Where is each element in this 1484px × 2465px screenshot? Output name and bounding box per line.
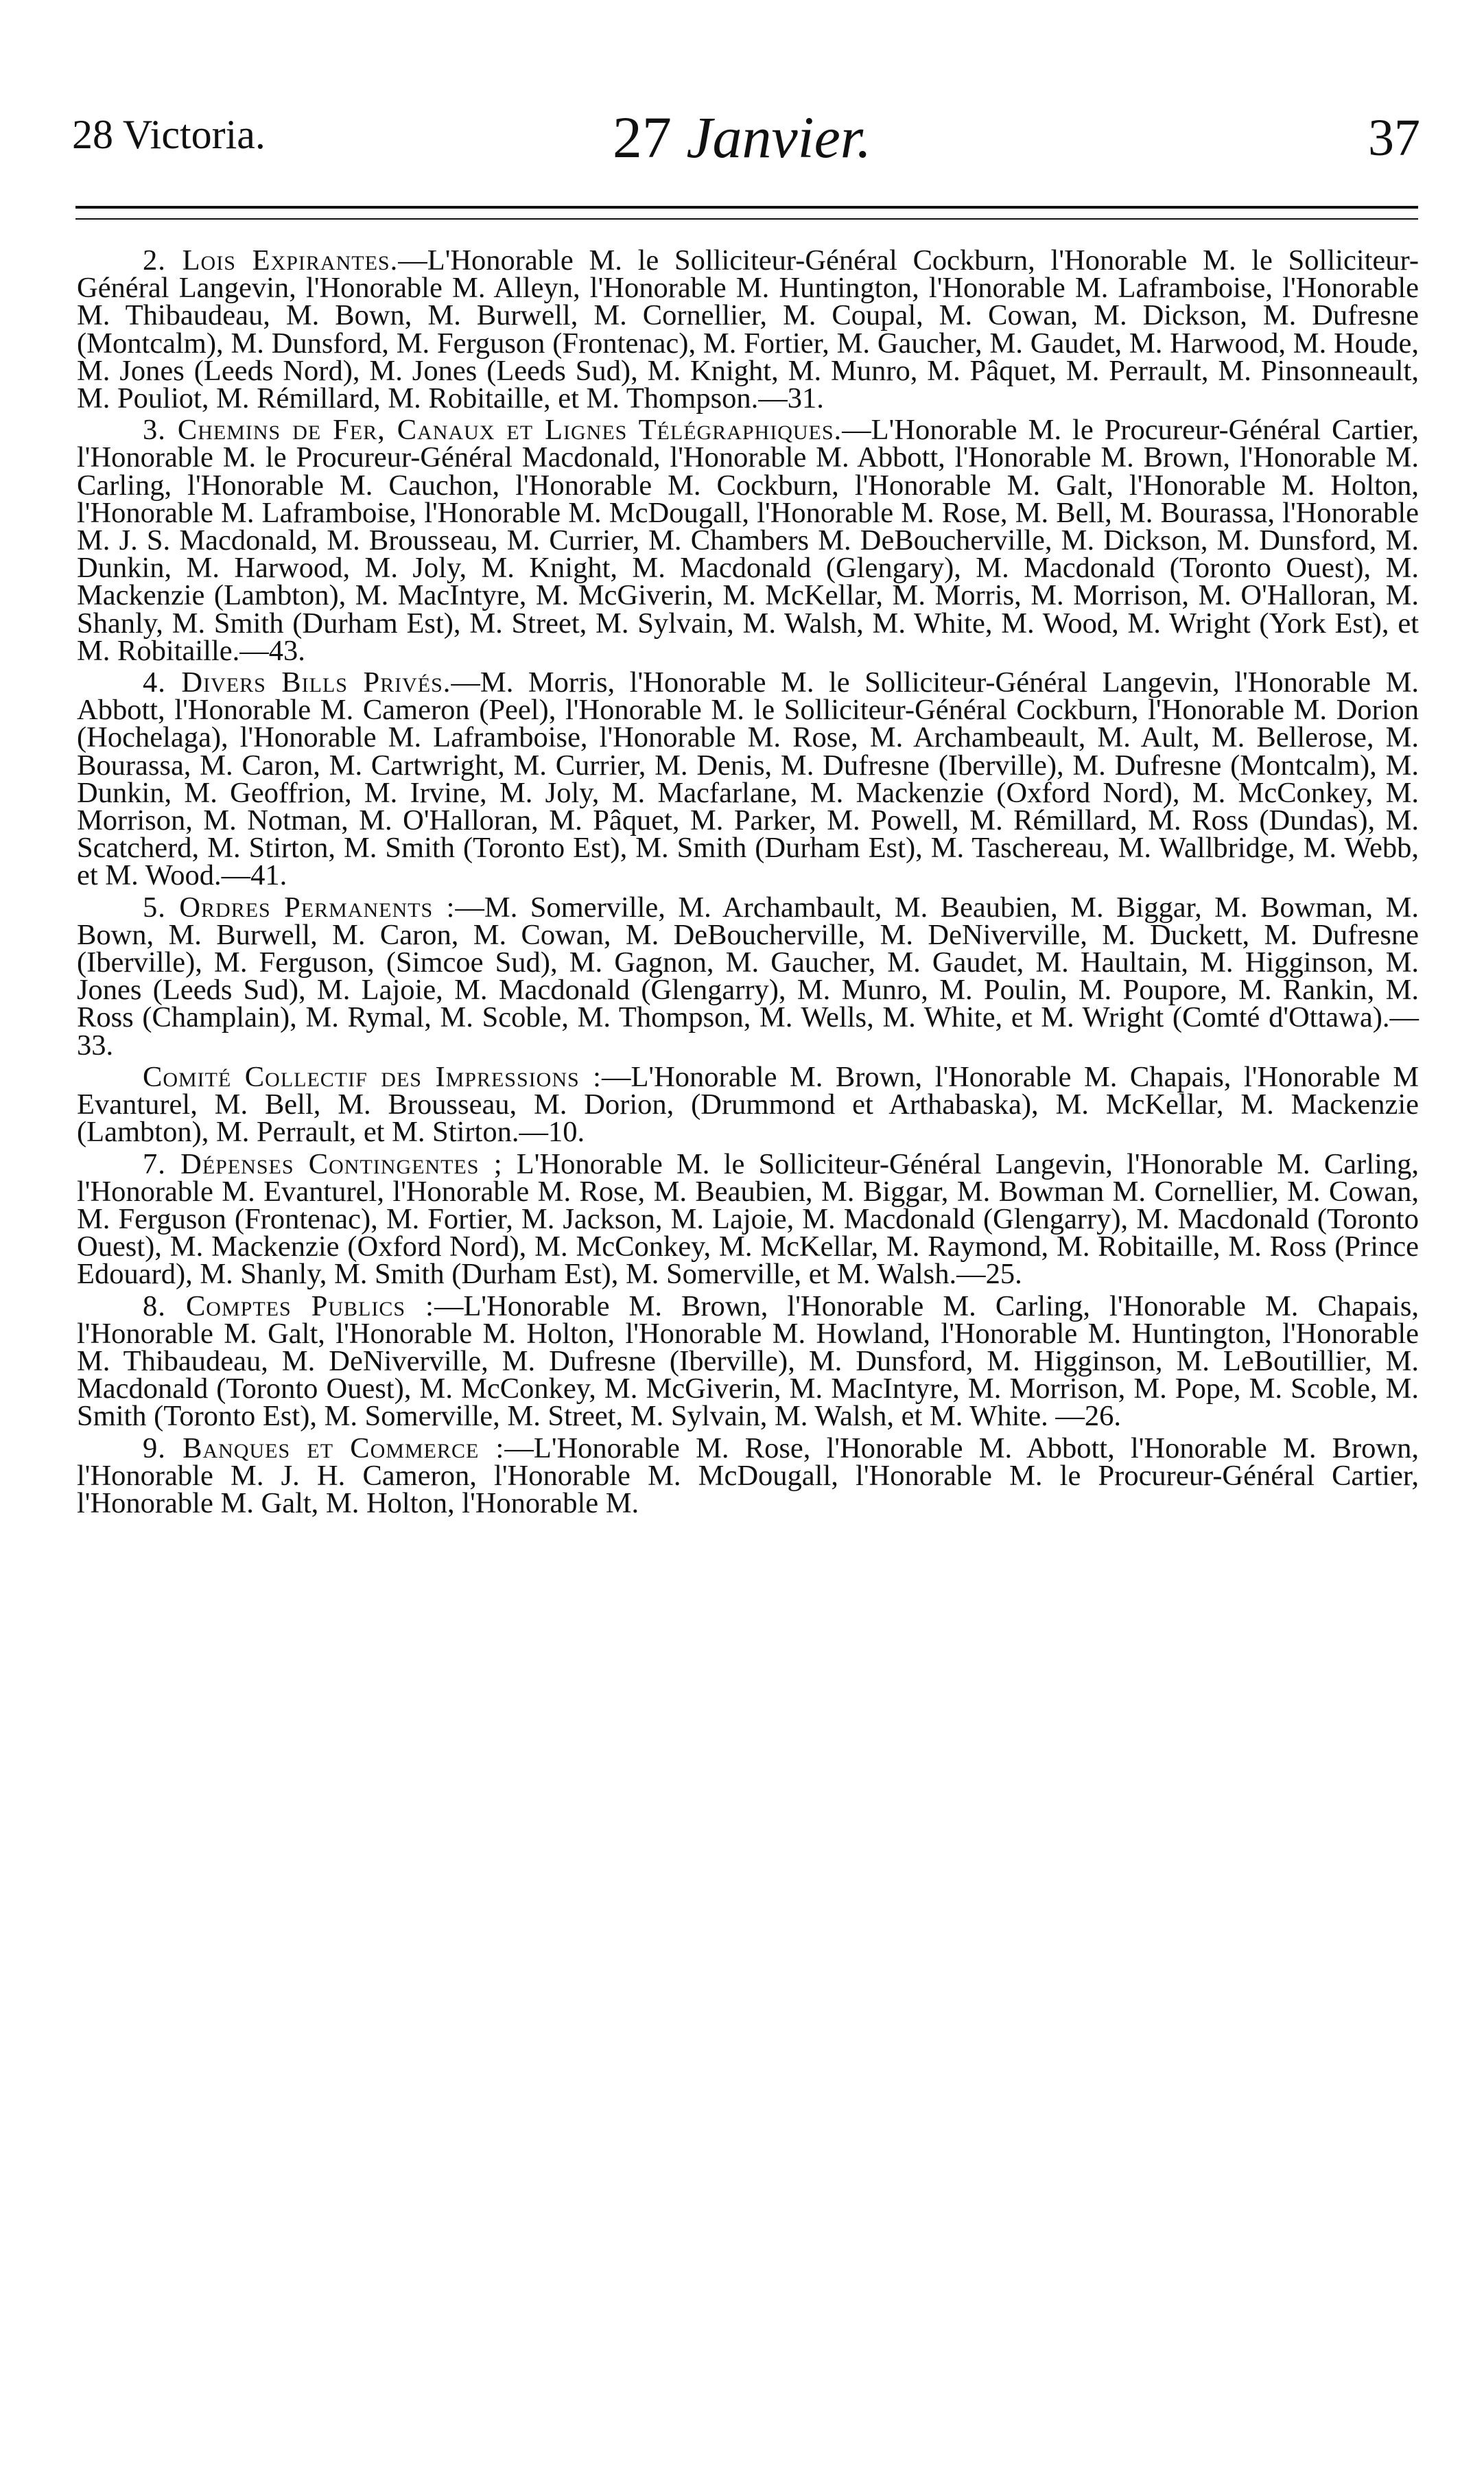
page-number: 37 [1368, 109, 1420, 167]
paragraph-text: —M. Somerville, M. Archambault, M. Beaubien, M. Biggar, M. Bowman, M. Bown, M. Burwell, M. Caron, M. Cowan, M. DeBoucherville, M. DeNiverville, M. Duckett, M. Dufresne (Iberville), M. Ferguson, (Simcoe Sud), M. Gagnon, M. Gaucher, M. Gaudet, M. Haultain, M. Higginson, M. Jones (Leeds Sud), M. Lajoie, M. Macdonald (Glengarry), M. Munro, M. Poulin, M. Poupore, M. Rankin, M. Ross (Champlain), M. Rymal, M. Scoble, M. Thompson, M. Wells, M. White, et M. Wright (Comté d'Ottawa).—33. [77, 891, 1419, 1062]
paragraph-heading: 2. Lois Expirantes. [143, 244, 399, 277]
header-date-month: Janvier. [686, 104, 872, 170]
header-date-day: 27 [612, 104, 672, 170]
paragraph-text: —M. Morris, l'Honorable M. le Solliciteur-Général Langevin, l'Honorable M. Abbott, l'Honorable M. Cameron (Peel), l'Honorable M. le Solliciteur-Général Cockburn, l'Honorable M. Dorion (Hochelaga), l'Honorable M. Laframboise, l'Honorable M. Rose, M. Archambeault, M. Ault, M. Bellerose, M. Bourassa, M. Caron, M. Cartwright, M. Currier, M. Denis, M. Dufresne (Iberville), M. Dufresne (Montcalm), M. Dunkin, M. Geoffrion, M. Irvine, M. Joly, M. Macfarlane, M. Mackenzie (Oxford Nord), M. McConkey, M. Morrison, M. Notman, M. O'Halloran, M. Pâquet, M. Parker, M. Powell, M. Rémillard, M. Ross (Dundas), M. Scatcherd, M. Stirton, M. Smith (Toronto Est), M. Smith (Durham Est), M. Taschereau, M. Wallbridge, M. Webb, et M. Wood.—41. [77, 666, 1419, 892]
paragraph-heading: 4. Divers Bills Privés. [143, 666, 451, 699]
paragraph-text: L'Honorable M. le Solliciteur-Général Langevin, l'Honorable M. Carling, l'Honorable M. Evanturel, l'Honorable M. Rose, M. Beaubien, M. Biggar, M. Bowman M. Cornellier, M. Cowan, M. Ferguson (Frontenac), M. Fortier, M. Jackson, M. Lajoie, M. Macdonald (Glengarry), M. Macdonald (Toronto Ouest), M. Mackenzie (Oxford Nord), M. McConkey, M. McKellar, M. Raymond, M. Robitaille, M. Ross (Prince Edouard), M. Shanly, M. Smith (Durham Est), M. Somerville, et M. Walsh.—25. [77, 1147, 1419, 1291]
header-rule-thin [75, 218, 1418, 220]
header-regnal-year: 28 Victoria. [72, 112, 266, 157]
paragraph-text: —L'Honorable M. Brown, l'Honorable M. Carling, l'Honorable M. Chapais, l'Honorable M. Galt, l'Honorable M. Holton, l'Honorable M. Howland, l'Honorable M. Huntington, l'Honorable M. Thibaudeau, M. DeNiverville, M. Dufresne (Iberville), M. Dunsford, M. Higginson, M. LeBoutillier, M. Macdonald (Toronto Ouest), M. McConkey, M. McGiverin, M. MacIntyre, M. Morrison, M. Pope, M. Scoble, M. Smith (Toronto Est), M. Somerville, M. Street, M. Sylvain, M. Walsh, et M. White. —26. [77, 1289, 1419, 1433]
committee-list [77, 244, 1420, 1521]
paragraph-lois-expirantes [77, 244, 1419, 415]
paragraph-text: —L'Honorable M. le Procureur-Général Cartier, l'Honorable M. le Procureur-Général Macdonald, l'Honorable M. Abbott, l'Honorable M. Brown, l'Honorable M. Carling, l'Honorable M. Cauchon, l'Honorable M. Cockburn, l'Honorable M. Galt, l'Honorable M. Holton, l'Honorable M. Laframboise, l'Honorable M. McDougall, l'Honorable M. Rose, M. Bell, M. Bourassa, l'Honorable M. J. S. Macdonald, M. Brousseau, M. Currier, M. Chambers M. DeBoucherville, M. Dickson, M. Dunsford, M. Dunkin, M. Harwood, M. Joly, M. Knight, M. Macdonald (Glengary), M. Macdonald (Toronto Ouest), M. Mackenzie (Lambton), M. MacIntyre, M. McGiverin, M. McKellar, M. Morris, M. Morrison, M. O'Halloran, M. Shanly, M. Smith (Durham Est), M. Street, M. Sylvain, M. Walsh, M. White, M. Wood, M. Wright (York Est), et M. Robitaille.—43. [77, 414, 1419, 667]
paragraph-text: —L'Honorable M. le Solliciteur-Général Cockburn, l'Honorable M. le Solliciteur-Général Langevin, l'Honorable M. Alleyn, l'Honorable M. Huntington, l'Honorable M. Laframboise, l'Honorable M. Thibaudeau, M. Bown, M. Burwell, M. Cornellier, M. Coupal, M. Cowan, M. Dickson, M. Dufresne (Montcalm), M. Dunsford, M. Ferguson (Frontenac), M. Fortier, M. Gaucher, M. Gaudet, M. Harwood, M. Houde, M. Jones (Leeds Nord), M. Jones (Leeds Sud), M. Knight, M. Munro, M. Pâquet, M. Perrault, M. Pinsonneault, M. Pouliot, M. Rémillard, M. Robitaille, et M. Thompson.—31. [77, 244, 1419, 415]
paragraph-heading: 5. Ordres Permanents : [143, 891, 456, 924]
page-header [0, 103, 1484, 178]
paragraph-divers-bills-prives [77, 666, 1419, 892]
paragraph-comptes-publics [77, 1289, 1419, 1433]
paragraph-ordres-permanents [77, 891, 1419, 1062]
paragraph-text: —L'Honorable M. Brown, l'Honorable M. Chapais, l'Honorable M Evanturel, M. Bell, M. Brousseau, M. Dorion, (Drummond et Arthabaska), M. McKellar, M. Mackenzie (Lambton), M. Perrault, et M. Stirton.—10. [77, 1060, 1420, 1149]
paragraph-banques-commerce [77, 1432, 1419, 1519]
paragraph-text: —L'Honorable M. Rose, l'Honorable M. Abbott, l'Honorable M. Brown, l'Honorable M. J. H. Cameron, l'Honorable M. McDougall, l'Honorable M. le Procureur-Général Cartier, l'Honorable M. Galt, M. Holton, l'Honorable M. [77, 1432, 1419, 1519]
paragraph-heading: Comité Collectif des Impressions : [143, 1060, 602, 1093]
paragraph-chemins-de-fer [77, 414, 1419, 667]
paragraph-depenses-contingentes [77, 1147, 1419, 1291]
header-date [0, 103, 1484, 172]
paragraph-heading: 7. Dépenses Contingentes ; [143, 1147, 503, 1180]
paragraph-heading: 8. Comptes Publics : [143, 1289, 434, 1322]
paragraph-heading: 9. Banques et Commerce : [143, 1432, 505, 1464]
paragraph-heading: 3. Chemins de Fer, Canaux et Lignes Télégraphiques. [143, 414, 843, 447]
paragraph-comite-impressions [77, 1060, 1420, 1149]
header-rule-thick [75, 206, 1418, 209]
